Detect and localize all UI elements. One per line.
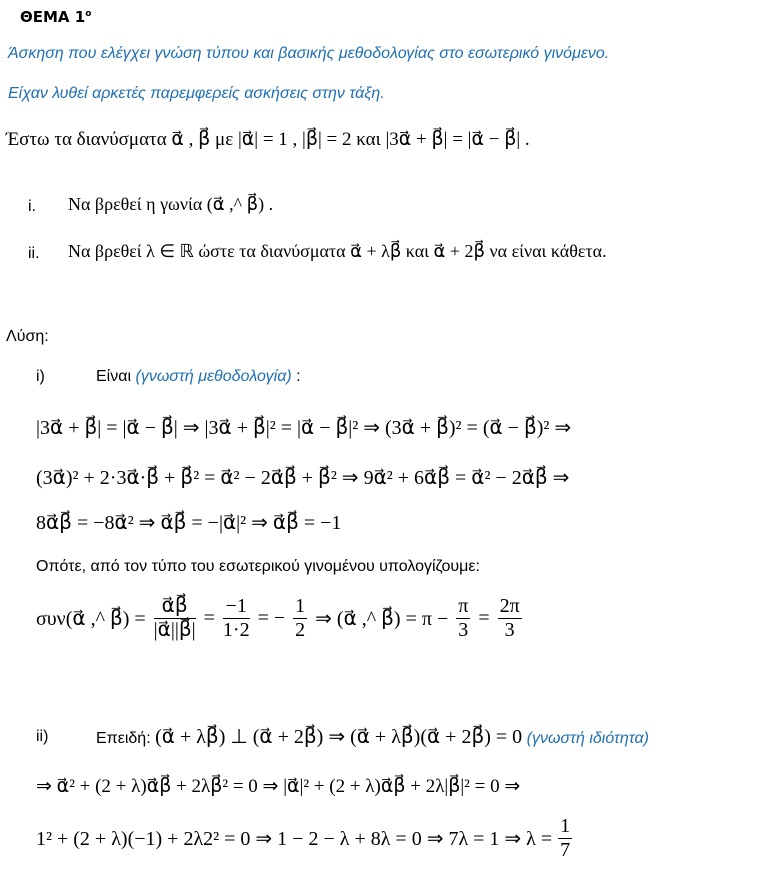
question-i-text: Να βρεθεί η γωνία (α⃗ ,^ β⃗) . [68,194,274,214]
part-ii-line1: ⇒ α⃗² + (2 + λ)α⃗β⃗ + 2λβ⃗² = 0 ⇒ |α⃗|² + (2 + λ)α⃗β⃗ + 2λ|β⃗|² = 0 ⇒ [36,776,521,797]
problem-statement: Έστω τα διανύσματα α⃗ , β⃗ με |α⃗| = 1 , |β⃗| = 2 και |3α⃗ + β⃗| = |α⃗ − β⃗| . [6,129,530,150]
note-methodology: Άσκηση που ελέγχει γνώση τύπου και βασικής μεθοδολογίας στο εσωτερικό γινόμενο. [8,45,610,62]
question-ii-text: Να βρεθεί λ ∈ ℝ ώστε τα διανύσματα α⃗ + λβ⃗ και α⃗ + 2β⃗ να είναι κάθετα. [68,241,607,261]
part-i-intro: Είναι (γνωστή μεθοδολογία) : [96,368,301,385]
solution-title: Λύση: [6,328,49,345]
part-i-label: i) [36,368,45,385]
part-i-line3: 8α⃗β⃗ = −8α⃗² ⇒ α⃗β⃗ = −|α⃗|² ⇒ α⃗β⃗ = −1 [36,512,342,534]
part-ii-line2: 1² + (2 + λ)(−1) + 2λ2² = 0 ⇒ 1 − 2 − λ + 8λ = 0 ⇒ 7λ = 1 ⇒ λ = $\frac{1}{7}$ [36,815,571,861]
part-i-line2: (3α⃗)² + 2·3α⃗·β⃗ + β⃗² = α⃗² − 2α⃗β⃗ + β⃗² ⇒ 9α⃗² + 6α⃗β⃗ = α⃗² − 2α⃗β⃗ ⇒ [36,467,570,489]
section-heading: ΘΕΜΑ $1^o$ [20,8,92,26]
cosine-formula: συν(α⃗ ,^ β⃗) = $\frac{\alpha⃗\beta⃗}{|\alpha⃗||\beta⃗|}$ = $\frac{-1}{1\cdot 2}$ = − $\frac{1}{2}$ ⇒ (α⃗ ,^ β⃗) = π − $\frac{\pi}{3}$ = $\frac{2\pi}{3}$ [36,595,520,641]
question-i-label: i. [28,198,36,215]
part-i-text-after: Οπότε, από τον τύπο του εσωτερικού γινομένου υπολογίζουμε: [36,558,480,575]
part-i-line1: |3α⃗ + β⃗| = |α⃗ − β⃗| ⇒ |3α⃗ + β⃗|² = |α⃗ − β⃗|² ⇒ (3α⃗ + β⃗)² = (α⃗ − β⃗)² ⇒ [36,417,572,439]
part-ii-first-line: Επειδή: (α⃗ + λβ⃗) ⊥ (α⃗ + 2β⃗) ⇒ (α⃗ + λβ⃗)(α⃗ + 2β⃗) = 0 (γνωστή ιδιότητα) [96,726,649,748]
part-ii-label: ii) [36,728,49,745]
question-ii-label: ii. [28,245,40,262]
note-classwork: Είχαν λυθεί αρκετές παρεμφερείς ασκήσεις στην τάξη. [8,85,385,102]
